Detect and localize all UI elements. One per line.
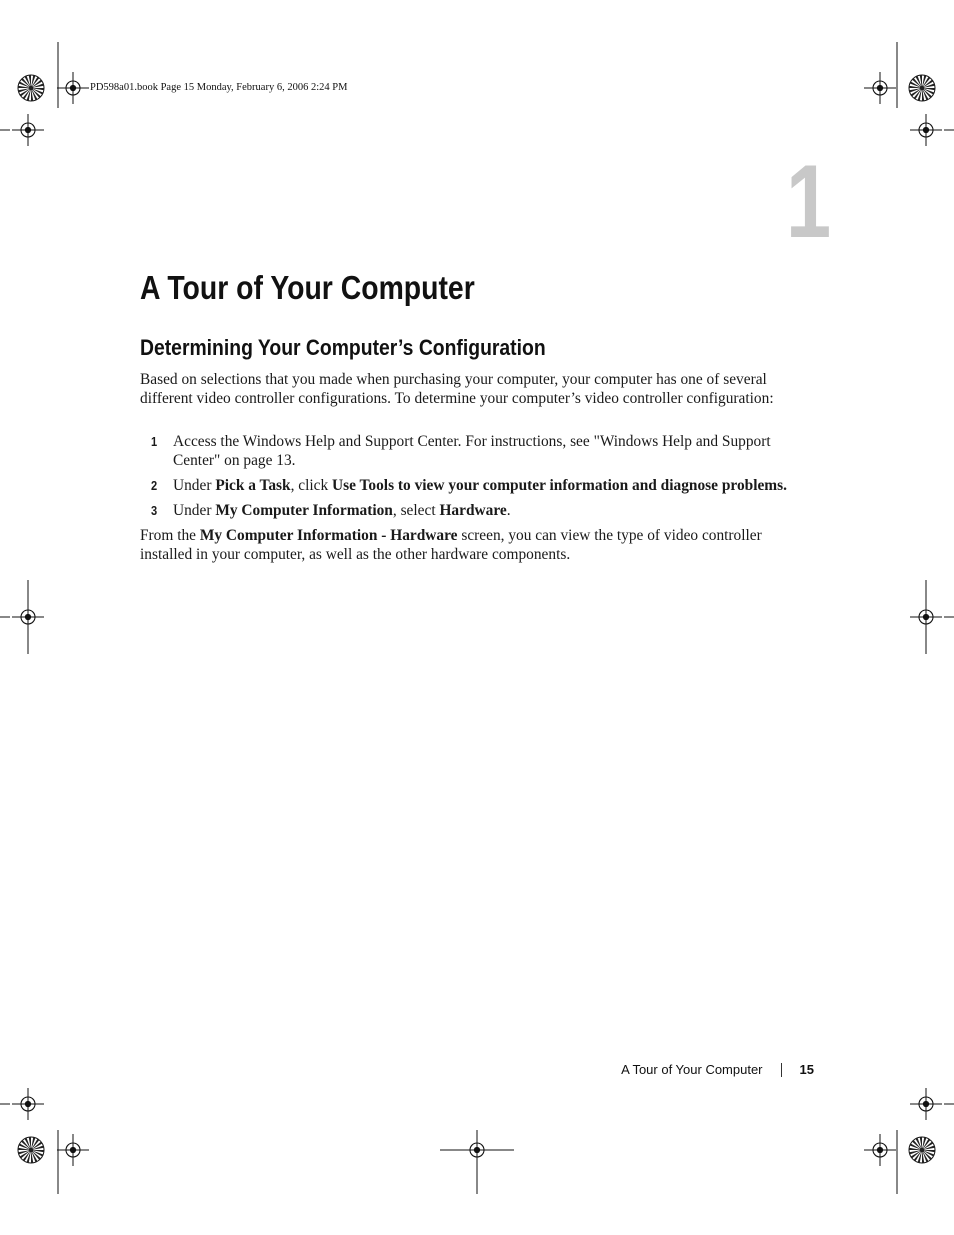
ui-term-hardware: Hardware [439, 501, 507, 519]
registration-star-icon [18, 1137, 44, 1163]
step-text-pre: Under [173, 477, 216, 495]
step-text-mid: , click [290, 477, 333, 495]
chapter-title: A Tour of Your Computer [140, 269, 475, 306]
step-text-pre: Under [173, 501, 216, 519]
closing-pre: From the [140, 527, 200, 544]
page-footer [621, 1062, 814, 1078]
closing-post: screen, you can view the type of video controller installed in your computer, as well as the other hardware components. [140, 527, 762, 564]
ui-term-my-computer-information: My Computer Information [215, 501, 393, 519]
print-slug: PD598a01.book Page 15 Monday, February 6, 2006 2:24 PM [90, 82, 348, 93]
step-item [140, 501, 790, 520]
registration-star-icon [909, 1137, 935, 1163]
chapter-number: 1 [786, 144, 832, 260]
ui-term-hardware-screen: My Computer Information - Hardware [199, 527, 458, 544]
ui-term-pick-a-task: Pick a Task [215, 477, 291, 495]
steps-list [140, 432, 790, 526]
closing-paragraph [140, 526, 790, 565]
intro-paragraph: Based on selections that you made when purchasing your computer, your computer has one of several different video controller configurations. To determine your computer’s video controller configuration: [140, 371, 774, 408]
ui-term-use-tools: Use Tools to view your computer information and diagnose problems. [332, 477, 787, 495]
page-number: 15 [799, 1062, 814, 1077]
step-text-mid: , select [392, 501, 440, 519]
step-number: 1 [151, 434, 158, 449]
step-number: 2 [151, 478, 158, 494]
registration-star-icon [18, 75, 44, 101]
section-heading: Determining Your Computer’s Configuration [140, 335, 546, 360]
step-text: Access the Windows Help and Support Center. For instructions, see "Windows Help and Support Center" on page 13. [173, 433, 771, 470]
footer-running-title: A Tour of Your Computer [621, 1062, 763, 1077]
registration-star-icon [909, 75, 935, 101]
footer-separator [781, 1063, 782, 1077]
step-item [140, 432, 790, 471]
step-item [140, 476, 790, 495]
step-number: 3 [151, 502, 158, 518]
step-text-post: . [506, 501, 511, 519]
